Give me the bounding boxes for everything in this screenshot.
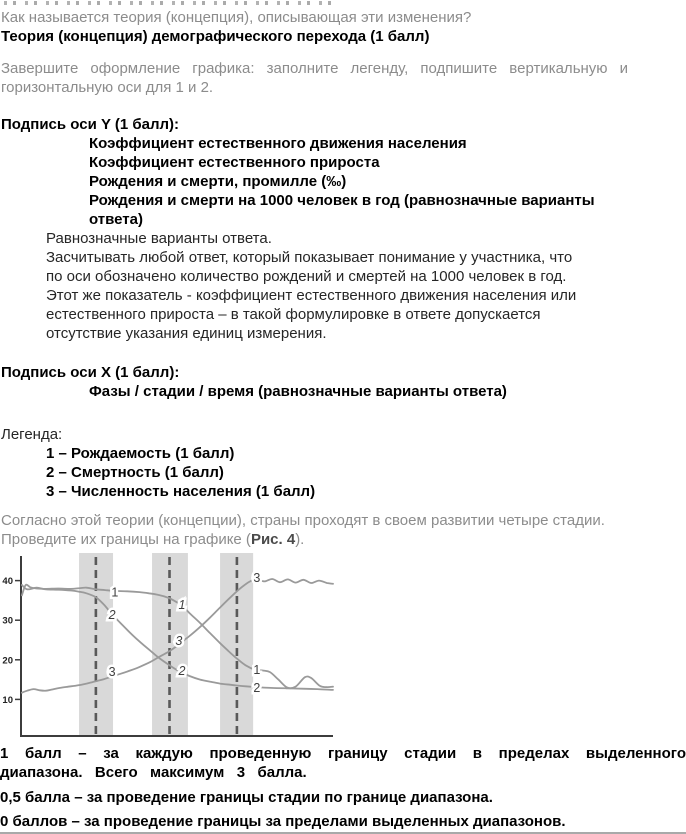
x-axis-option: Фазы / стадии / время (равнозначные варианты ответа) xyxy=(89,383,507,400)
y-axis-option: Рождения и смерти, промилле (‰) xyxy=(89,173,347,190)
legend-item: 1 – Рождаемость (1 балл) xyxy=(46,445,235,462)
y-axis-tick-label: 30 xyxy=(2,615,13,627)
y-axis-option: Коэффициент естественного движения населения xyxy=(89,135,467,152)
curve-number-label: 1 xyxy=(253,663,261,678)
curve-number-label: 3 xyxy=(175,634,183,649)
curve-number-label: 2 xyxy=(108,608,116,623)
y-axis-tick-label: 20 xyxy=(2,655,13,667)
curve-number-label: 2 xyxy=(253,680,261,695)
figure-reference: Рис. 4 xyxy=(250,531,296,548)
y-axis-tick-label: 40 xyxy=(2,576,13,588)
y-axis-section-title: Подпись оси Y (1 балл): xyxy=(1,116,180,133)
curve-number-label: 3 xyxy=(253,570,261,585)
answer-line: Теория (концепция) демографического перехода (1 балл) xyxy=(1,28,430,45)
legend-item: 2 – Смертность (1 балл) xyxy=(46,464,224,481)
stages-text-end: ). xyxy=(295,531,305,548)
question-line: Как называется теория (концепция), описывающая эти изменения? xyxy=(1,9,472,26)
grading-note-paragraph: Засчитывать любой ответ, который показывает понимание у участника, что по оси обозначено количество рождений и смертей на 1000 человек в год. Этот же показатель - коэффициент естественного движения населения или естественного прироста – в такой формулировке в ответе допускается отсутствие указания единиц измерения. xyxy=(46,249,577,342)
stages-text: Согласно этой теории (концепции), страны проходят в своем развитии четыре стадии. Проведите их границы на графике ( xyxy=(1,512,605,548)
scoring-rule-1: 1 балл – за каждую проведенную границу стадии в пределах выделенного диапазона. Всего максимум 3 балла. xyxy=(0,745,686,781)
curve-number-label: 2 xyxy=(178,663,186,678)
legend-item: 3 – Численность населения (1 балл) xyxy=(46,483,316,500)
equivalent-answers-note: Равнозначные варианты ответа. xyxy=(46,230,272,247)
scoring-rule-0: 0 баллов – за проведение границы за пределами выделенных диапазонов. xyxy=(0,813,566,830)
legend-title: Легенда: xyxy=(1,426,63,443)
curve-number-label: 1 xyxy=(111,585,119,600)
curve-number-label: 1 xyxy=(178,598,186,613)
task-paragraph: Завершите оформление графика: заполните легенду, подпишите вертикальную и горизонтальную оси для 1 и 2. xyxy=(1,60,628,96)
figure-4-demographic-transition-chart xyxy=(0,551,686,743)
x-axis-section-title: Подпись оси X (1 балл): xyxy=(1,364,180,381)
stages-paragraph xyxy=(1,511,641,549)
stage-boundary-band xyxy=(152,553,188,736)
y-axis-tick-label: 10 xyxy=(2,694,13,706)
cropped-text-fragments xyxy=(4,1,334,5)
stage-boundary-band xyxy=(220,553,253,736)
y-axis-options xyxy=(89,134,629,229)
curve-number-label: 3 xyxy=(108,665,116,680)
y-axis-option: Коэффициент естественного прироста xyxy=(89,154,380,171)
legend-items xyxy=(46,444,686,501)
stage-boundary-band xyxy=(79,553,113,736)
scoring-rules xyxy=(0,744,686,831)
y-axis-option: Рождения и смерти на 1000 человек в год (равнозначные варианты ответа) xyxy=(89,192,595,228)
scoring-rule-05: 0,5 балла – за проведение границы стадии по границе диапазона. xyxy=(0,789,493,806)
